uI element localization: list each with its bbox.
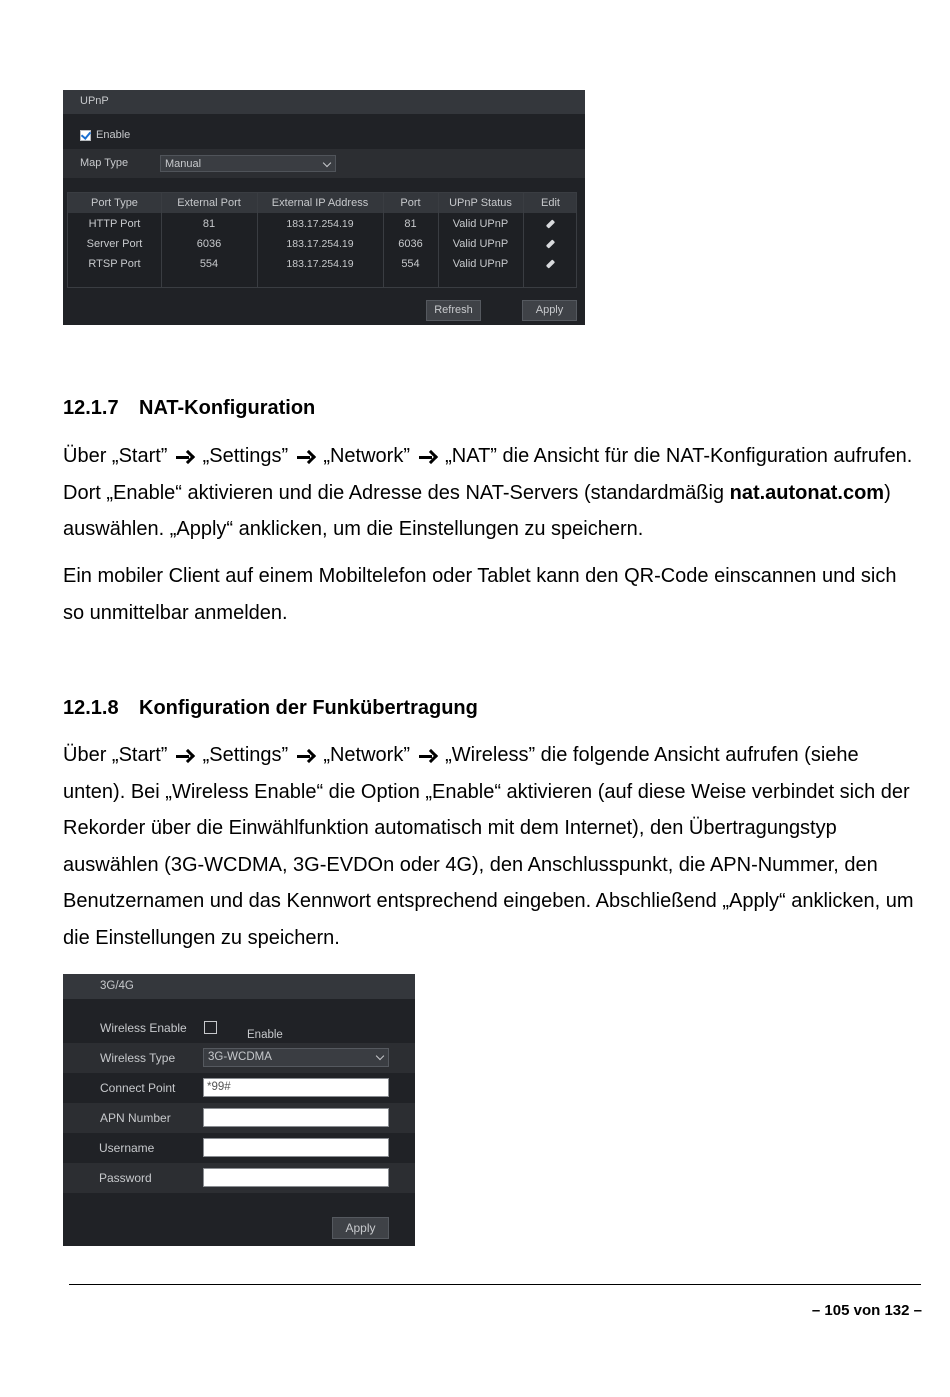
col-header-edit: Edit: [541, 197, 560, 209]
wireless-type-select[interactable]: [203, 1048, 389, 1067]
arrow-right-icon: [175, 749, 195, 763]
password-input[interactable]: [203, 1168, 389, 1187]
table-cell: 6036: [196, 238, 222, 250]
table-cell: Valid UPnP: [452, 218, 509, 230]
connect-point-input[interactable]: [203, 1078, 389, 1097]
apn-number-input[interactable]: [203, 1108, 389, 1127]
nat-paragraph-2: Ein mobiler Client auf einem Mobiltelefon oder Tablet kann den QR-Code einscannen und sich so unmittelbar anmelden.: [63, 565, 897, 624]
text-run: Über „Start”: [63, 445, 168, 467]
g4-title: 3G/4G: [100, 980, 134, 992]
chevron-down-icon: [376, 1052, 384, 1060]
nat-paragraph-1: [63, 438, 923, 548]
footer-divider: [69, 1284, 921, 1285]
table-cell: RTSP Port: [88, 258, 141, 270]
edit-icon[interactable]: [523, 239, 578, 251]
table-cell: Valid UPnP: [452, 238, 509, 250]
apn-number-label: APN Number: [100, 1111, 171, 1125]
upnp-settings-panel: [63, 90, 585, 325]
wireless-enable-row: [63, 1013, 415, 1043]
section-number: 12.1.7: [63, 397, 119, 419]
section-heading-nat: [63, 397, 315, 420]
username-row: [63, 1133, 415, 1163]
section-title: NAT-Konfiguration: [139, 397, 316, 419]
wireless-enable-control: [204, 1021, 283, 1041]
upnp-apply-button[interactable]: Apply: [522, 300, 577, 321]
table-cell: Valid UPnP: [452, 258, 509, 270]
col-header-external-port: External Port: [177, 197, 241, 209]
refresh-button[interactable]: Refresh: [426, 300, 481, 321]
upnp-enable-checkbox[interactable]: [80, 130, 91, 141]
connect-point-value: *99#: [207, 1081, 231, 1093]
text-run: „Network”: [323, 744, 410, 766]
wireless-enable-checkbox[interactable]: [204, 1021, 217, 1034]
apn-number-row: [63, 1103, 415, 1133]
username-label: Username: [99, 1141, 155, 1155]
arrow-right-icon: [175, 450, 195, 464]
wireless-3g4g-panel: [63, 974, 415, 1246]
upnp-title: UPnP: [80, 95, 109, 107]
arrow-right-icon: [418, 450, 438, 464]
table-cell: 81: [404, 218, 417, 230]
text-run: „Wireless” die folgende Ansicht aufrufen (siehe unten). Bei „Wireless Enable“ die Option „Enable“ aktivieren (auf diese Weise verbindet sich der Rekorder über die Einwählfunktion automatisch mit dem Internet), den Übertragungstyp auswählen (3G-WCDMA, 3G-EVDOn oder 4G), den Anschlusspunkt, die APN-Nummer, den Benutzernamen und das Kennwort entsprechend eingeben. Abschließend „Apply“ anklicken, um die Einstellungen zu speichern.: [63, 744, 914, 949]
arrow-right-icon: [296, 749, 316, 763]
password-row: [63, 1163, 415, 1193]
arrow-right-icon: [418, 749, 438, 763]
table-cell: 554: [199, 258, 219, 270]
text-run: „NAT” die Ansicht für die NAT-Konfiguration aufrufen. Dort „Enable“ aktivieren und die Adresse des NAT-Servers (standardmäßig: [63, 445, 913, 504]
table-cell: 183.17.254.19: [286, 238, 354, 250]
col-header-upnp-status: UPnP Status: [449, 197, 512, 209]
username-input[interactable]: [203, 1138, 389, 1157]
page-number: – 105 von 132 –: [811, 1302, 922, 1319]
g4-apply-button[interactable]: Apply: [332, 1217, 389, 1239]
map-type-row: [63, 149, 585, 178]
text-run: Über „Start”: [63, 744, 168, 766]
table-cell: 183.17.254.19: [286, 218, 354, 230]
section-number: 12.1.8: [63, 697, 119, 719]
g4-title-bar: [63, 974, 415, 999]
upnp-enable-row: [80, 127, 130, 143]
password-label: Password: [99, 1171, 152, 1185]
col-header-external-ip: External IP Address: [271, 197, 369, 209]
table-cell: 6036: [398, 238, 423, 250]
table-cell: 183.17.254.19: [286, 258, 354, 270]
connect-point-row: [63, 1073, 415, 1103]
upnp-enable-label: Enable: [96, 129, 131, 141]
map-type-value: Manual: [165, 158, 202, 170]
wireless-enable-label: Wireless Enable: [100, 1021, 187, 1035]
edit-icon[interactable]: [523, 259, 578, 271]
table-cell: Server Port: [86, 238, 143, 250]
table-cell: 554: [401, 258, 420, 270]
text-run: „Network”: [323, 445, 410, 467]
table-cell: 81: [202, 218, 216, 230]
section-heading-wireless: [63, 697, 478, 720]
col-header-port: Port: [400, 197, 421, 209]
upnp-title-bar: [63, 90, 585, 114]
section-title: Konfiguration der Funkübertragung: [139, 697, 478, 719]
arrow-right-icon: [296, 450, 316, 464]
connect-point-label: Connect Point: [100, 1081, 176, 1095]
text-run: ) auswählen. „Apply“ anklicken, um die Einstellungen zu speichern.: [63, 481, 891, 541]
table-cell: HTTP Port: [88, 218, 141, 230]
map-type-label: Map Type: [80, 157, 129, 169]
text-run: „Settings”: [202, 744, 289, 766]
text-run: „Settings”: [202, 445, 289, 467]
port-mapping-table: [67, 192, 577, 288]
edit-icon[interactable]: [523, 219, 578, 231]
map-type-select[interactable]: [160, 155, 336, 172]
nat-server-address: nat.autonat.com: [729, 481, 885, 504]
wireless-enable-option-label: Enable: [247, 1029, 283, 1041]
chevron-down-icon: [323, 159, 331, 167]
wireless-type-row: [63, 1043, 415, 1073]
col-header-port-type: Port Type: [91, 197, 138, 209]
wireless-type-value: 3G-WCDMA: [208, 1051, 272, 1063]
wireless-paragraph: [63, 737, 923, 957]
wireless-type-label: Wireless Type: [100, 1051, 176, 1065]
